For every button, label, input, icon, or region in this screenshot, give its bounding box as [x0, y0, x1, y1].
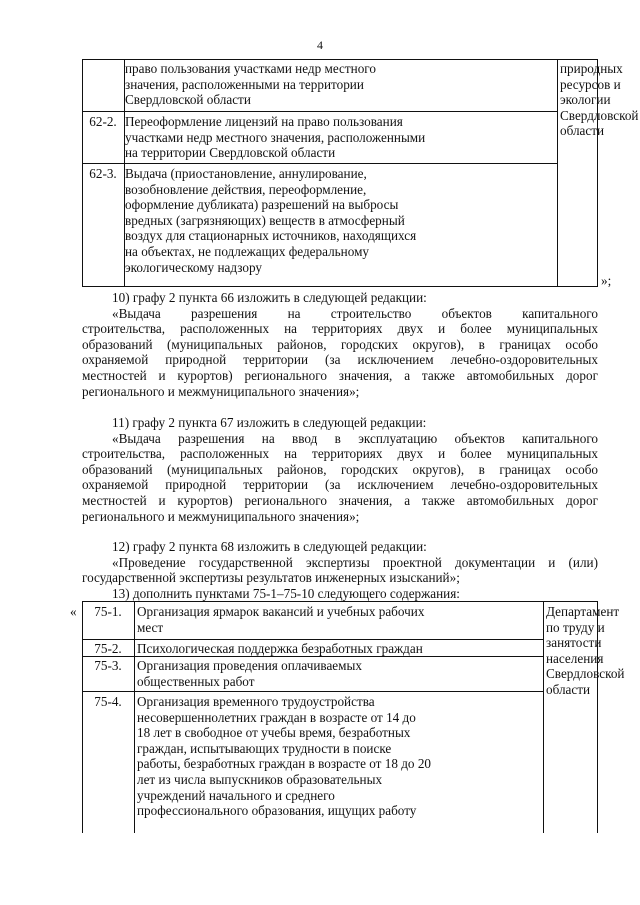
table-continuation	[82, 59, 639, 288]
table-row	[137, 641, 542, 657]
org-line: области	[546, 681, 591, 697]
row-text-line: граждан, испытывающих трудности в поиске	[137, 740, 392, 756]
row-text-line: Организация ярмарок вакансий и учебных рабочих	[137, 604, 425, 619]
row-text-line: несовершеннолетних граждан в возрасте от 14 до	[137, 709, 416, 725]
row-text-line: значения, расположенными на территории	[125, 76, 364, 92]
row-number: 62-3.	[89, 166, 117, 181]
row-text-line: участками недр местного значения, расположенными	[125, 129, 426, 145]
row-text-line: оформление дубликата) разрешений на выбросы	[125, 197, 399, 213]
row-text-line: на объектах, не подлежащих федеральному	[125, 243, 370, 259]
row-text-line: Организация проведения оплачиваемых	[137, 658, 362, 673]
item-heading: 11) графу 2 пункта 67 изложить в следующей редакции:	[112, 415, 427, 430]
item-heading: 13) дополнить пунктами 75-1–75-10 следующего содержания:	[112, 586, 460, 601]
responsible-body	[546, 604, 640, 698]
item-heading: 12) графу 2 пункта 68 изложить в следующей редакции:	[112, 539, 427, 554]
org-line: экологии	[560, 92, 611, 108]
page-number: 4	[317, 38, 323, 52]
table-row	[125, 61, 557, 108]
org-line: ресурсов и	[560, 76, 621, 92]
org-line: природных	[560, 61, 623, 76]
item-heading: 10) графу 2 пункта 66 изложить в следующей редакции:	[112, 290, 427, 305]
paragraph-line: строительства, расположенных на территориях двух и более муниципальных	[82, 446, 598, 462]
table-row	[137, 658, 542, 689]
row-text-line: мест	[137, 619, 164, 635]
paragraph-line: образований (муниципальных районов, городских округов), в границах особо	[82, 461, 598, 477]
row-text-line: Выдача (приостановление, аннулирование,	[125, 166, 367, 181]
paragraph-line: строительства, расположенных на территориях двух и более муниципальных	[82, 321, 598, 337]
table-row	[125, 114, 557, 161]
row-text-line: Организация временного трудоустройства	[137, 694, 375, 709]
org-line: Свердловской	[546, 666, 625, 682]
row-text-line: Свердловской области	[125, 92, 251, 108]
amendment-item-10	[82, 290, 598, 399]
paragraph-line: государственной экспертизы результатов инженерных изысканий»;	[82, 570, 460, 586]
paragraph-line: местностей и курортов) регионального значения, а также автомобильных дорог	[82, 492, 598, 508]
row-text-line: учреждений начального и среднего	[137, 787, 335, 803]
row-text-line: 18 лет в свободное от учебы время, безработных	[137, 725, 411, 741]
row-text-line: на территории Свердловской области	[125, 145, 336, 161]
table-new-items	[70, 601, 625, 833]
row-text-line: право пользования участками недр местного	[125, 61, 376, 76]
paragraph-line: «Выдача разрешения на ввод в эксплуатацию объектов капитального	[112, 430, 598, 446]
paragraph-line: регионального и межмуниципального значения»;	[82, 508, 360, 524]
paragraph-line: «Проведение государственной экспертизы проектной документации и (или)	[112, 554, 598, 570]
row-number: 75-4.	[94, 694, 122, 709]
closing-quote: »;	[601, 273, 612, 288]
row-text-line: профессионального образования, ищущих работу	[137, 803, 417, 819]
paragraph-line: регионального и межмуниципального значения»;	[82, 383, 360, 399]
paragraph-line: охраняемой природной территории (за исключением лечебно-оздоровительных	[82, 477, 598, 493]
org-line: Свердловской	[560, 107, 639, 123]
row-number: 75-2.	[94, 641, 122, 656]
row-number: 75-1.	[94, 604, 122, 619]
org-line: занятости	[546, 635, 602, 651]
row-text-line: воздух для стационарных источников, находящихся	[125, 228, 417, 244]
amendment-item-12	[82, 539, 598, 586]
row-text-line: Психологическая поддержка безработных граждан	[137, 641, 423, 656]
paragraph-line: охраняемой природной территории (за исключением лечебно-оздоровительных	[82, 352, 598, 368]
amendment-item-11	[82, 415, 598, 524]
row-text-line: общественных работ	[137, 673, 255, 689]
table-row	[137, 694, 542, 819]
org-line: области	[560, 123, 605, 139]
amendment-item-13	[82, 586, 598, 602]
paragraph-line: «Выдача разрешения на строительство объектов капитального	[112, 305, 598, 321]
responsible-body	[560, 61, 640, 139]
org-line: населения	[546, 650, 604, 666]
row-text-line: Переоформление лицензий на право пользования	[125, 114, 403, 129]
org-line: Департамент	[546, 604, 620, 619]
row-number: 75-3.	[94, 658, 122, 673]
paragraph-line: местностей и курортов) регионального значения, а также автомобильных дорог	[82, 367, 598, 383]
row-text-line: лет из числа выпускников образовательных	[137, 771, 383, 787]
row-text-line: возобновление действия, переоформление,	[125, 181, 367, 197]
row-text-line: вредных (загрязняющих) веществ в атмосферный	[125, 212, 405, 228]
table-row	[137, 604, 542, 635]
paragraph-line: образований (муниципальных районов, городских округов), в границах особо	[82, 336, 598, 352]
row-text-line: экологическому надзору	[125, 259, 262, 275]
opening-quote: «	[70, 604, 77, 619]
row-text-line: работы, безработных граждан в возрасте от 18 до 20	[137, 756, 432, 772]
row-number: 62-2.	[89, 114, 117, 129]
table-row	[125, 166, 557, 275]
org-line: по труду и	[546, 619, 605, 635]
